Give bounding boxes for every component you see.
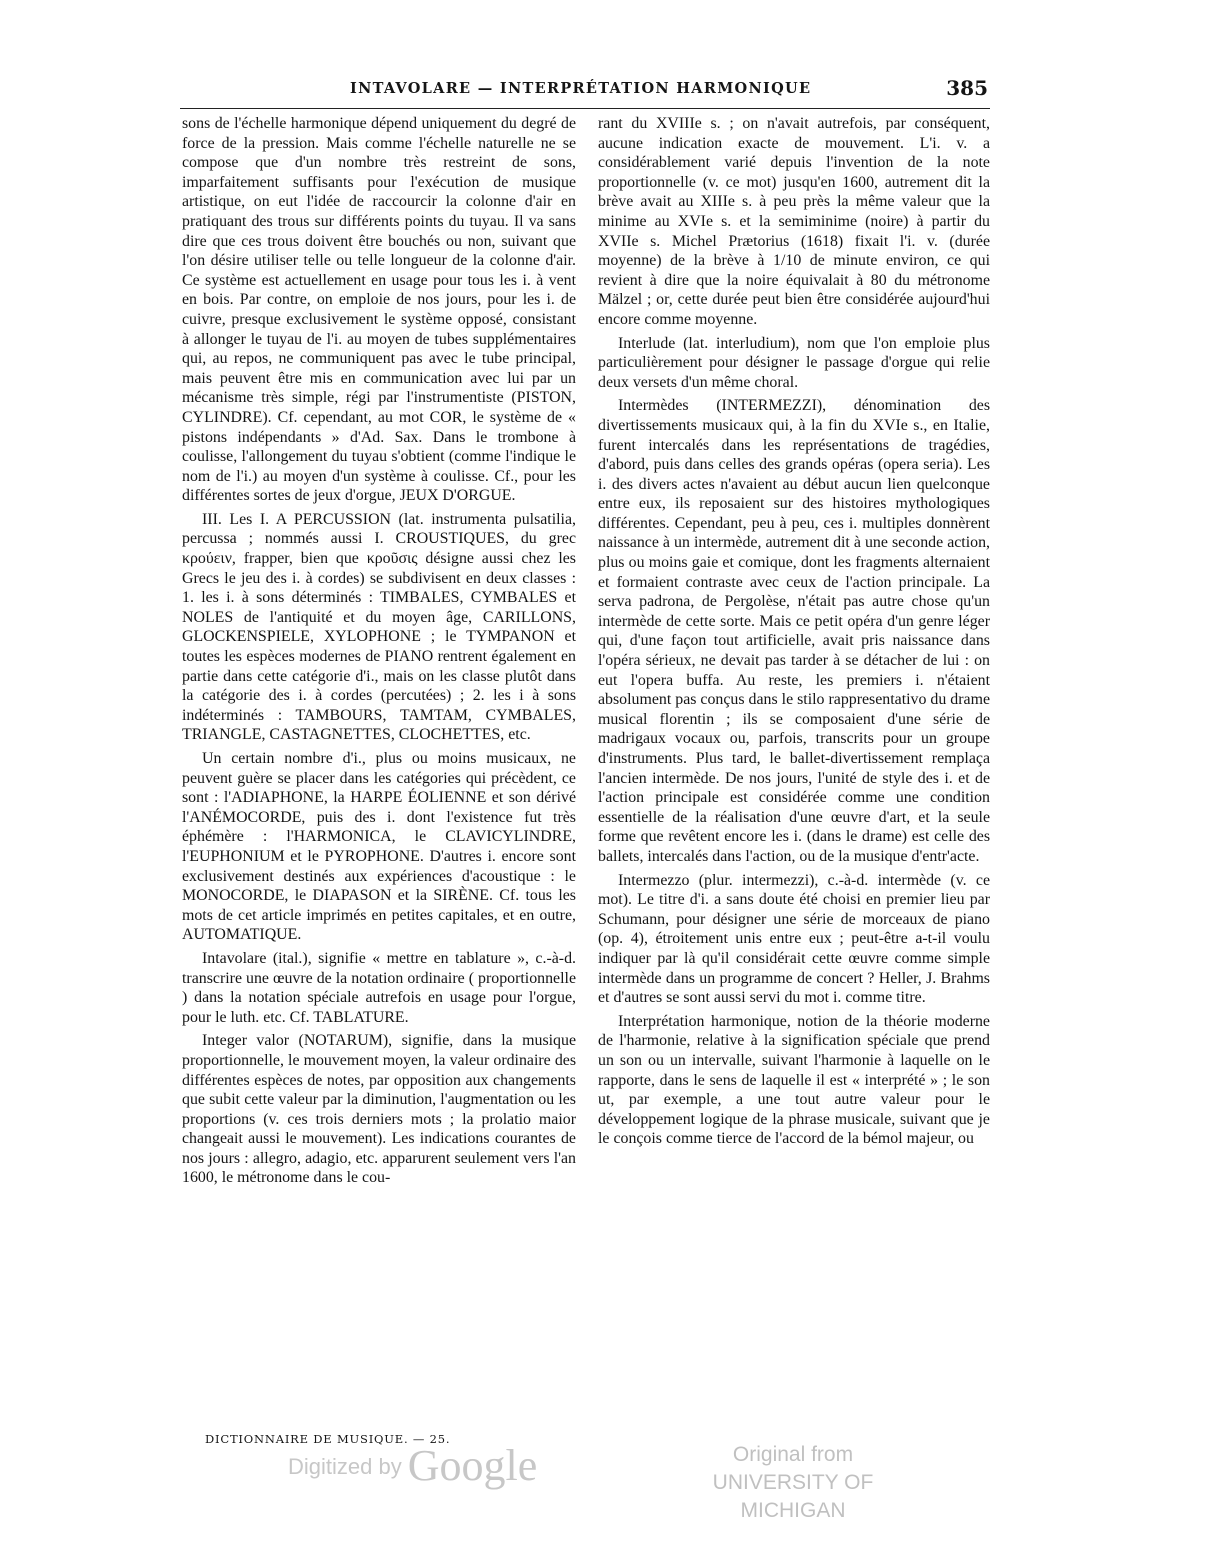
original-line-1: Original from xyxy=(732,1443,854,1466)
paragraph: rant du XVIIIe s. ; on n'avait autrefois, par conséquent, aucune indication exacte de mouvement. L'i. v. a considérablement varié depuis l'invention de la note proportionnelle (v. ce mot) jusqu'en 1600, autrement dit la brève avait au XIIIe s. à peu près la même valeur que la minime au XVIe s. et la semiminime (noire) à partir du XVIIe s. Michel Prætorius (1618) fixait l'i. v. (durée moyenne) de la brève à 1/10 de minute environ, ce qui revient à dire que la noire équivalait à 80 du métronome Mälzel ; or, cette durée peut bien être considérée aujourd'hui encore comme moyenne. xyxy=(598,115,990,328)
paragraph: Un certain nombre d'i., plus ou moins musicaux, ne peuvent guère se placer dans les catégories qui précèdent, ce sont : l'ADIAPHONE, la HARPE ÉOLIENNE et son dérivé l'ANÉMOCORDE, puis des i. dont l'existence fut très éphémère : l'HARMONICA, le CLAVICYLINDRE, l'EUPHONIUM et le PYROPHONE. D'autres i. encore sont exclusivement destinés aux expériences d'acoustique : le MONOCORDE, le DIAPASON et la SIRÈNE. Cf. tous les mots de cet article imprimés en petites capitales, et en outre, AUTOMATIQUE. xyxy=(182,750,576,944)
entry-intavolare: Intavolare (ital.), signifie « mettre en tablature », c.-à-d. transcrire une œuvre de la notation ordinaire ( proportionnelle ) dans la notation spéciale autrefois en usage pour l'orgue, pour le luth. etc. Cf. TABLATURE. xyxy=(182,949,576,1026)
original-source-watermark xyxy=(668,1441,918,1525)
google-logo: Google xyxy=(407,1441,538,1490)
original-line-2: UNIVERSITY OF MICHIGAN xyxy=(712,1471,874,1522)
entry-intermedes: Intermèdes (INTERMEZZI), dénomination des divertissements musicaux qui, à la fin du XVIe s., en Italie, furent intercalés dans les représentations de tragédies, d'abord, puis dans celles des grands opéras (opera seria). Les i. des divers actes n'avaient au début aucun lien quelconque entre eux, ils reposaient sur des histoires mythologiques différentes. Cependant, peu à peu, ces i. multiples donnèrent naissance à un intermède, autrement dit à une seconde action, plus ou moins gaie et comique, dont les fragments alternaient et formaient contraste avec ceux de l'action principale. La serva padrona, de Pergolèse, n'était pas autre chose qu'un intermède de cette sorte. Mais ce petit opéra d'un genre léger qui, d'une façon tout artificielle, avait pris naissance dans l'opéra sérieux, ne devait pas tarder à se détacher de lui : on eut l'opera buffa. Au reste, les premiers i. n'étaient absolument pas conçus dans le stilo rappresentativo du drame musical florentin ; ils se composaient d'une série de madrigaux vocaux ou, parfois, transcrits pour un groupe d'instruments. Plus tard, le ballet-divertissement remplaça l'ancien intermède. De nos jours, l'unité de style des i. et de l'action principale est considérée comme une condition essentielle de la réalisation d'une œuvre d'art, et la seule forme que revêtent encore les i. (dans le drame) est celle des ballets, intercalés dans l'action, ou de la musique d'entr'acte. xyxy=(598,397,990,865)
signature-line: DICTIONNAIRE DE MUSIQUE. — 25. xyxy=(205,1432,451,1446)
running-head: INTAVOLARE — INTERPRÉTATION HARMONIQUE xyxy=(350,80,812,97)
right-column xyxy=(598,114,990,1153)
paragraph: sons de l'échelle harmonique dépend uniquement du degré de force de la pression. Mais comme l'échelle naturelle ne se compose que d'un nombre très restreint de sons, imparfaitement suffisants pour l'exécution de musique artistique, on eut l'idée de raccourcir la colonne d'air en pratiquant des trous sur différents points du tuyau. Il va sans dire que ces trous doivent être bouchés ou non, suivant que l'on désire utiliser telle ou telle longueur de la colonne d'air. Ce système est actuellement en usage pour tous les i. à vent en bois. Par contre, on emploie de nos jours, pour les i. de cuivre, presque exclusivement le système opposé, consistant à allonger le tuyau de l'i. au moyen de tubes supplémentaires qui, au repos, ne communiquent pas avec le tube principal, mais peuvent être mis en communication avec lui par un mécanisme très simple, régi par l'instrumentiste (PISTON, CYLINDRE). Cf. cependant, au mot COR, le système de « pistons indépendants » d'Ad. Sax. Dans le trombone à coulisse, l'allongement du tuyau s'obtient (comme l'indique le nom de l'i.) au moyen d'un système à coulisse. Cf., pour les différentes sortes de jeux d'orgue, JEUX D'ORGUE. xyxy=(182,115,576,505)
entry-interlude: Interlude (lat. interludium), nom que l'on emploie plus particulièrement pour désigner le passage d'orgue qui relie deux versets d'un même choral. xyxy=(598,334,990,391)
digitized-watermark xyxy=(288,1440,537,1491)
digitized-prefix: Digitized by xyxy=(288,1454,402,1479)
entry-integer-valor: Integer valor (NOTARUM), signifie, dans la musique proportionnelle, le mouvement moyen, la valeur ordinaire des différentes espèces de notes, par opposition aux changements que subit cette valeur par la diminution, l'augmentation ou les proportions (v. ces trois derniers mots ; la prolatio maior changeait aussi le mouvement). Les indications courantes de nos jours : allegro, adagio, etc. apparurent seulement vers l'an 1600, le métronome dans le cou- xyxy=(182,1032,576,1187)
page-header xyxy=(180,78,990,109)
entry-interpretation-harmonique: Interprétation harmonique, notion de la théorie moderne de l'harmonie, relative à la signification spéciale que prend un son ou un intervalle, suivant l'harmonie à laquelle on le rapporte, dans le sens de laquelle il est « interprété » ; le son ut, par exemple, a une tout autre valeur pour le développement logique de la phrase musicale, suivant que je le conçois comme tierce de l'accord de la bémol majeur, ou xyxy=(598,1012,990,1148)
left-column xyxy=(182,114,576,1192)
page-number: 385 xyxy=(946,76,988,100)
entry-intermezzo: Intermezzo (plur. intermezzi), c.-à-d. intermède (v. ce mot). Le titre d'i. a sans doute été choisi en premier lieu par Schumann, pour désigner une série de morceaux de piano (op. 4), étroitement unis entre eux ; peut-être a-t-il voulu indiquer par là qu'il considérait cette œuvre comme simple intermède dans un programme de concert ? Heller, J. Brahms et d'autres se sont aussi servi du mot i. comme titre. xyxy=(598,871,990,1007)
paragraph: III. Les I. A PERCUSSION (lat. instrumenta pulsatilia, percussa ; nommés aussi I. CROUSTIQUES, du grec κρούειν, frapper, bien que κροῦσις désigne aussi chez les Grecs le jeu des i. à cordes) se subdivisent en deux classes : 1. les i. à sons déterminés : TIMBALES, CYMBALES et NOLES de l'antiquité et du moyen âge, CARILLONS, GLOCKENSPIELE, XYLOPHONE ; le TYMPANON et toutes les espèces modernes de PIANO rentrent également en partie dans cette catégorie d'i., mais on les classe plutôt dans la catégorie des i. à cordes (percutées) ; 2. les i à sons indéterminés : TAMBOURS, TAMTAM, CYMBALES, TRIANGLE, CASTAGNETTES, CLOCHETTES, etc. xyxy=(182,510,576,744)
